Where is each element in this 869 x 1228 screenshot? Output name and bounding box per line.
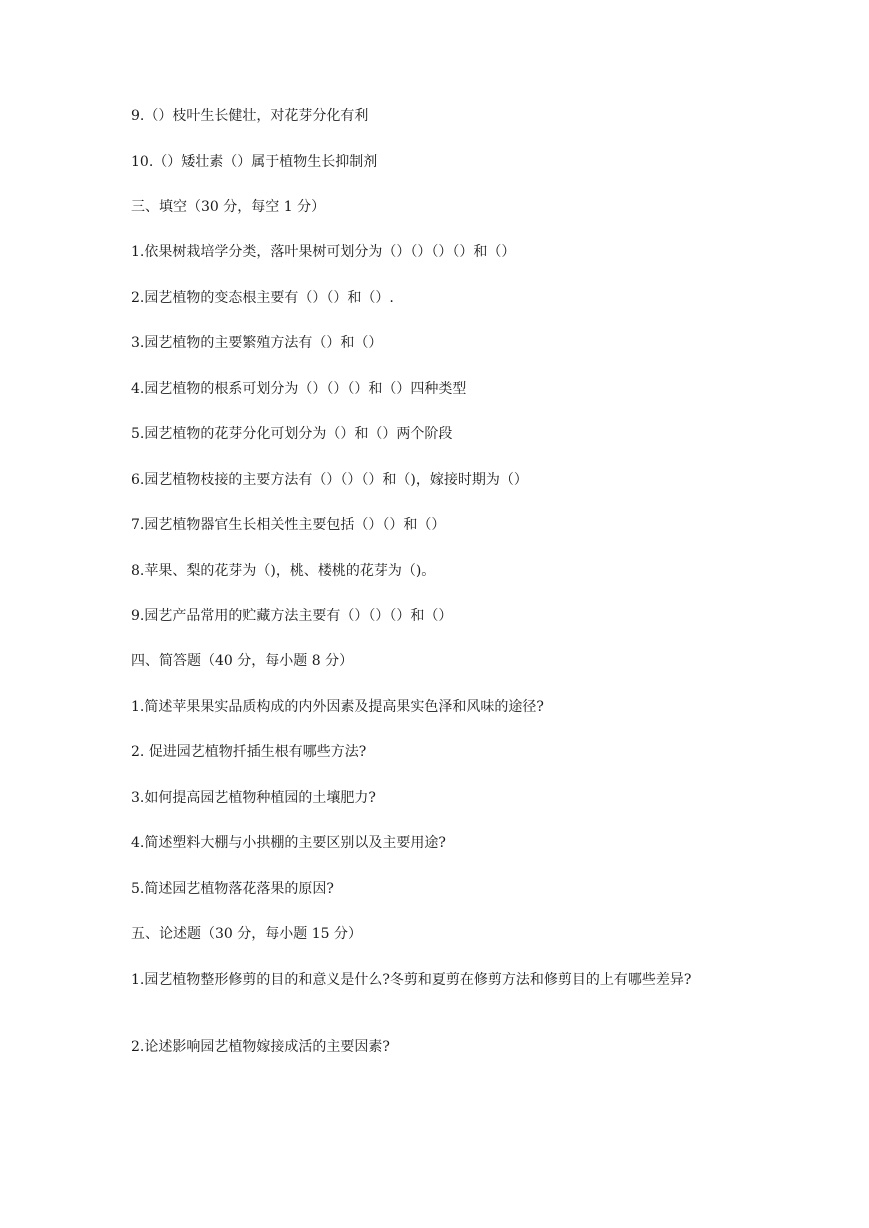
fill-item-3: 3.园艺植物的主要繁殖方法有（）和（） [131,335,383,351]
fill-item-7: 7.园艺植物器官生长相关性主要包括（）（）和（） [131,517,446,533]
short-item-3: 3.如何提高园艺植物种植园的土壤肥力? [131,790,376,806]
judge-item-10: 10.（）矮壮素（）属于植物生长抑制剂 [131,154,378,170]
essay-item-2: 2.论述影响园艺植物嫁接成活的主要因素? [131,1039,390,1055]
fill-item-2: 2.园艺植物的变态根主要有（）（）和（）. [131,290,394,306]
judge-item-9: 9.（）枝叶生长健壮，对花芽分化有利 [131,108,369,124]
short-item-5: 5.简述园艺植物落花落果的原因? [131,881,334,897]
fill-item-8: 8.苹果、梨的花芽为（)，桃、楼桃的花芽为（)。 [131,563,436,579]
fill-section-heading: 三、填空（30 分，每空 1 分） [131,199,326,215]
fill-item-1: 1.依果树栽培学分类，落叶果树可划分为（）（）（）（）和（） [131,244,516,260]
short-item-4: 4.简述塑料大棚与小拱棚的主要区别以及主要用途? [131,835,446,851]
short-section-heading: 四、简答题（40 分，每小题 8 分） [131,653,354,669]
essay-item-1: 1.园艺植物整形修剪的目的和意义是什么?冬剪和夏剪在修剪方法和修剪目的上有哪些差异? [131,972,692,988]
fill-item-6: 6.园艺植物枝接的主要方法有（）（）（）和（)，嫁接时期为（） [131,472,528,488]
essay-section-heading: 五、论述题（30 分，每小题 15 分） [131,926,362,942]
short-item-2: 2. 促进园艺植物扦插生根有哪些方法? [131,744,367,760]
short-item-1: 1.简述苹果果实品质构成的内外因素及提高果实色泽和风味的途径? [131,699,544,715]
fill-item-4: 4.园艺植物的根系可划分为（）（）（）和（）四种类型 [131,381,467,397]
fill-item-5: 5.园艺植物的花芽分化可划分为（）和（）两个阶段 [131,426,453,442]
fill-item-9: 9.园艺产品常用的贮藏方法主要有（）（）（）和（） [131,608,453,624]
